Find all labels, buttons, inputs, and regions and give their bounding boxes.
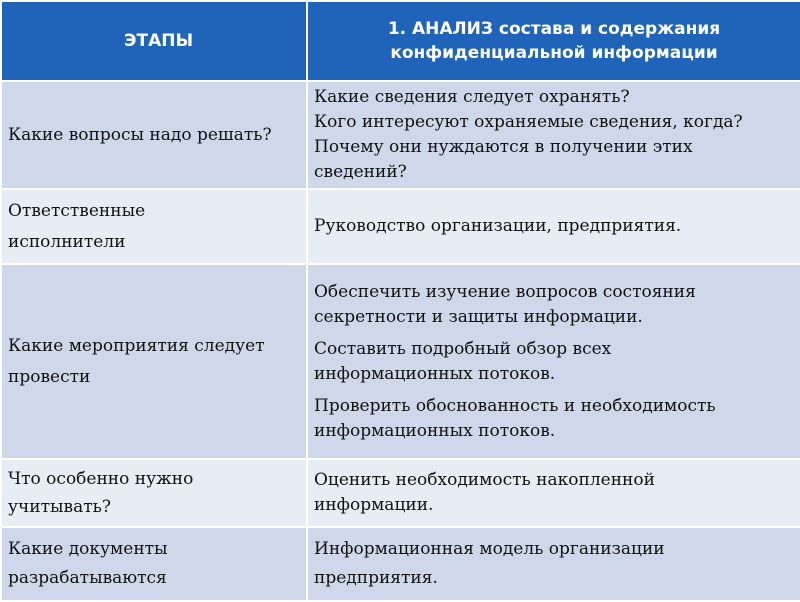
table-row bbox=[1, 264, 800, 459]
header-analysis-line-1: 1. АНАЛИЗ состава и содержания bbox=[387, 19, 721, 39]
row-label bbox=[1, 189, 307, 264]
label-line: провести bbox=[8, 366, 91, 387]
content-line: Кого интересуют охраняемые сведения, когда? bbox=[314, 112, 743, 132]
label-line: разрабатываются bbox=[8, 568, 167, 588]
row-content bbox=[307, 264, 800, 459]
label-line: Какие мероприятия следует bbox=[8, 335, 265, 356]
row-content bbox=[307, 527, 800, 601]
label-line: исполнители bbox=[8, 231, 126, 252]
content-line: сведений? bbox=[314, 162, 407, 182]
table-row bbox=[1, 189, 800, 264]
content-line: секретности и защиты информации. bbox=[314, 306, 643, 327]
content-line: Почему они нуждаются в получении этих bbox=[314, 137, 693, 157]
row-content bbox=[307, 189, 800, 264]
row-content bbox=[307, 459, 800, 527]
row-content bbox=[307, 81, 800, 189]
header-row bbox=[1, 1, 800, 81]
table-row bbox=[1, 81, 800, 189]
label-line: учитывать? bbox=[8, 497, 111, 517]
table-row bbox=[1, 459, 800, 527]
content-line: Обеспечить изучение вопросов состояния bbox=[314, 281, 696, 302]
row-label bbox=[1, 527, 307, 601]
header-stages: ЭТАПЫ bbox=[1, 1, 307, 81]
content-line: информационных потоков. bbox=[314, 420, 556, 441]
content-line: Информационная модель организации bbox=[314, 539, 665, 559]
label-line: Какие документы bbox=[8, 539, 168, 559]
content-line: Руководство организации, предприятия. bbox=[314, 216, 682, 236]
header-analysis bbox=[307, 1, 800, 81]
table-row bbox=[1, 527, 800, 601]
content-line: информационных потоков. bbox=[314, 363, 556, 384]
content-line: предприятия. bbox=[314, 568, 438, 588]
label-line: Ответственные bbox=[8, 200, 146, 221]
row-label bbox=[1, 459, 307, 527]
content-line: Какие сведения следует охранять? bbox=[314, 87, 630, 107]
label-line: Что особенно нужно bbox=[8, 469, 194, 489]
content-line: информации. bbox=[314, 495, 434, 515]
row-label bbox=[1, 264, 307, 459]
row-label: Какие вопросы надо решать? bbox=[1, 81, 307, 189]
content-line: Составить подробный обзор всех bbox=[314, 338, 612, 359]
header-analysis-line-2: конфиденциальной информации bbox=[390, 43, 718, 63]
content-line: Проверить обоснованность и необходимость bbox=[314, 395, 716, 416]
content-line: Оценить необходимость накопленной bbox=[314, 470, 655, 490]
